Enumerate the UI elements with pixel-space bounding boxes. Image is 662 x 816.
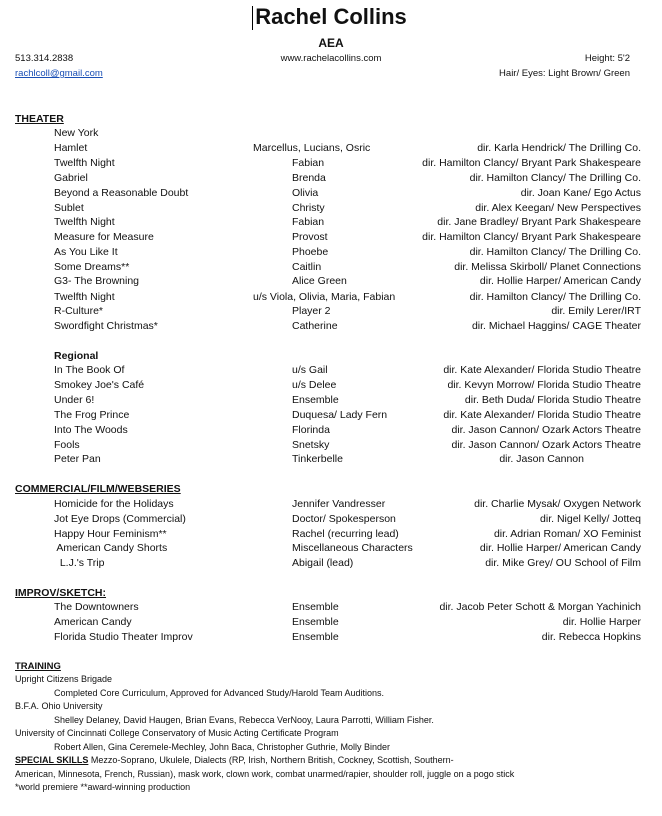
role: Ensemble (292, 601, 339, 613)
footnote: *world premiere **award-winning production (15, 782, 191, 792)
hair-eyes: Hair/ Eyes: Light Brown/ Green (499, 68, 630, 79)
credit-row (0, 187, 662, 201)
director: dir. Adrian Roman/ XO Feminist (493, 528, 641, 540)
role: Player 2 (292, 305, 331, 317)
credit-row (0, 320, 662, 334)
show-title: Swordfight Christmas* (54, 320, 158, 332)
show-title: American Candy (54, 616, 132, 628)
role: Snetsky (292, 439, 330, 451)
credit-row (0, 498, 662, 512)
credit-row (0, 409, 662, 423)
show-title: Into The Woods (54, 424, 128, 436)
director: dir. Melissa Skirboll/ Planet Connections (454, 261, 641, 273)
director: dir. Hamilton Clancy/ Bryant Park Shakespeare (422, 157, 641, 169)
director: dir. Nigel Kelly/ Jotteq (540, 513, 641, 525)
credit-row (0, 616, 662, 630)
role: u/s Gail (292, 364, 328, 376)
director: dir. Jason Cannon/ Ozark Actors Theatre (451, 439, 641, 451)
credit-row (0, 424, 662, 438)
credit-row (0, 631, 662, 645)
training-line: B.F.A. Ohio University (15, 701, 103, 711)
show-title: Jot Eye Drops (Commercial) (54, 513, 186, 525)
credit-row (0, 291, 662, 305)
role: Abigail (lead) (292, 557, 354, 569)
role: Rachel (recurring lead) (292, 528, 399, 540)
role: u/s Viola, Olivia, Maria, Fabian (253, 291, 396, 303)
director: dir. Hamilton Clancy/ Bryant Park Shakespeare (422, 231, 641, 243)
director: dir. Jason Cannon (499, 453, 584, 465)
training-line: Robert Allen, Gina Ceremele-Mechley, John Baca, Christopher Guthrie, Molly Binder (54, 742, 390, 752)
commercial-heading: COMMERCIAL/FILM/WEBSERIES (15, 483, 181, 495)
role: Ensemble (292, 394, 339, 406)
director: dir. Karla Hendrick/ The Drilling Co. (477, 142, 641, 154)
show-title: Under 6! (54, 394, 95, 406)
show-title: Happy Hour Feminism** (54, 528, 167, 540)
special-skills-label: SPECIAL SKILLS (15, 755, 89, 765)
director: dir. Rebecca Hopkins (541, 631, 641, 643)
role: u/s Delee (292, 379, 337, 391)
credit-row (0, 142, 662, 156)
credit-row (0, 231, 662, 245)
training-line: Shelley Delaney, David Haugen, Brian Evans, Rebecca VerNooy, Laura Parrotti, William Fisher. (54, 715, 434, 725)
role: Duquesa/ Lady Fern (292, 409, 388, 421)
director: dir. Alex Keegan/ New Perspectives (475, 202, 641, 214)
show-title: The Downtowners (54, 601, 139, 613)
director: dir. Jason Cannon/ Ozark Actors Theatre (451, 424, 641, 436)
director: dir. Kevyn Morrow/ Florida Studio Theatre (447, 379, 641, 391)
role: Caitlin (292, 261, 322, 273)
role: Ensemble (292, 631, 339, 643)
credit-row (0, 528, 662, 542)
role: Alice Green (292, 275, 347, 287)
role: Jennifer Vandresser (292, 498, 386, 510)
special-skills (15, 755, 454, 765)
email-link[interactable]: rachlcoll@gmail.com (15, 68, 103, 79)
role: Phoebe (292, 246, 329, 258)
director: dir. Jacob Peter Schott & Morgan Yachinich (439, 601, 641, 613)
actor-name: Rachel Collins (255, 4, 407, 29)
credit-row (0, 513, 662, 527)
show-title: R-Culture* (54, 305, 104, 317)
role: Ensemble (292, 616, 339, 628)
training-heading: TRAINING (15, 661, 61, 672)
credit-row (0, 379, 662, 393)
credit-row (0, 216, 662, 230)
role: Christy (292, 202, 325, 214)
credit-row (0, 364, 662, 378)
director: dir. Michael Haggins/ CAGE Theater (471, 320, 641, 332)
director: dir. Hollie Harper/ American Candy (479, 275, 641, 287)
credit-row (0, 157, 662, 171)
training-line: University of Cincinnati College Conservatory of Music Acting Certificate Program (15, 728, 339, 738)
director: dir. Mike Grey/ OU School of Film (485, 557, 641, 569)
director: dir. Kate Alexander/ Florida Studio Theatre (443, 409, 641, 421)
role: Catherine (292, 320, 338, 332)
credit-row (0, 542, 662, 556)
show-title: Gabriel (54, 172, 88, 184)
director: dir. Beth Duda/ Florida Studio Theatre (464, 394, 641, 406)
credit-row (0, 557, 662, 571)
training-line: Upright Citizens Brigade (15, 674, 113, 684)
show-title: L.J.'s Trip (54, 557, 105, 569)
show-title: Smokey Joe's Café (54, 379, 145, 391)
show-title: As You Like It (54, 246, 118, 258)
director: dir. Hollie Harper/ American Candy (479, 542, 641, 554)
show-title: Florida Studio Theater Improv (54, 631, 193, 643)
show-title: Beyond a Reasonable Doubt (54, 187, 189, 199)
improv-heading: IMPROV/SKETCH: (15, 587, 107, 599)
credit-row (0, 439, 662, 453)
show-title: Hamlet (54, 142, 88, 154)
show-title: Fools (54, 439, 80, 451)
credit-row (0, 394, 662, 408)
credit-row (0, 601, 662, 615)
role: Brenda (292, 172, 326, 184)
director: dir. Emily Lerer/IRT (551, 305, 641, 317)
role: Doctor/ Spokesperson (292, 513, 396, 525)
show-title: Peter Pan (54, 453, 101, 465)
phone: 513.314.2838 (15, 53, 74, 64)
special-skills-text: Mezzo-Soprano, Ukulele, Dialects (RP, Irish, Northern British, Cockney, Scottish, Southern- (88, 755, 454, 765)
show-title: Twelfth Night (54, 157, 115, 169)
role: Provost (292, 231, 328, 243)
role: Tinkerbelle (292, 453, 343, 465)
show-title: Some Dreams** (54, 261, 130, 273)
website[interactable]: www.rachelacollins.com (280, 53, 382, 64)
show-title: G3- The Browning (54, 275, 140, 287)
credit-row (0, 305, 662, 319)
director: dir. Kate Alexander/ Florida Studio Theatre (443, 364, 641, 376)
director: dir. Jane Bradley/ Bryant Park Shakespeare (437, 216, 641, 228)
credit-row (0, 261, 662, 275)
special-skills-text: American, Minnesota, French, Russian), mask work, clown work, combat unarmed/rapier, shoulder roll, juggle on a pogo stick (15, 769, 515, 779)
director: dir. Joan Kane/ Ego Actus (520, 187, 641, 199)
show-title: American Candy Shorts (54, 542, 168, 554)
director: dir. Hamilton Clancy/ The Drilling Co. (469, 172, 641, 184)
show-title: Twelfth Night (54, 291, 115, 303)
director: dir. Charlie Mysak/ Oxygen Network (474, 498, 641, 510)
new-york-heading: New York (54, 127, 99, 139)
director: dir. Hollie Harper (562, 616, 641, 628)
role: Olivia (292, 187, 319, 199)
show-title: Sublet (54, 202, 84, 214)
director: dir. Hamilton Clancy/ The Drilling Co. (469, 246, 641, 258)
credit-row (0, 453, 662, 467)
role: Marcellus, Lucians, Osric (253, 142, 371, 154)
credit-row (0, 246, 662, 260)
role: Miscellaneous Characters (292, 542, 413, 554)
role: Fabian (292, 157, 325, 169)
director: dir. Hamilton Clancy/ The Drilling Co. (469, 291, 641, 303)
credit-row (0, 202, 662, 216)
show-title: In The Book Of (54, 364, 125, 376)
show-title: The Frog Prince (54, 409, 130, 421)
theater-heading: THEATER (15, 113, 64, 125)
role: Florinda (292, 424, 330, 436)
show-title: Homicide for the Holidays (54, 498, 174, 510)
union-label: AEA (318, 36, 344, 50)
role: Fabian (292, 216, 325, 228)
show-title: Measure for Measure (54, 231, 154, 243)
training-line: Completed Core Curriculum, Approved for Advanced Study/Harold Team Auditions. (54, 688, 385, 698)
height: Height: 5'2 (584, 53, 630, 64)
show-title: Twelfth Night (54, 216, 115, 228)
credit-row (0, 275, 662, 289)
credit-row (0, 172, 662, 186)
regional-heading: Regional (54, 350, 99, 362)
